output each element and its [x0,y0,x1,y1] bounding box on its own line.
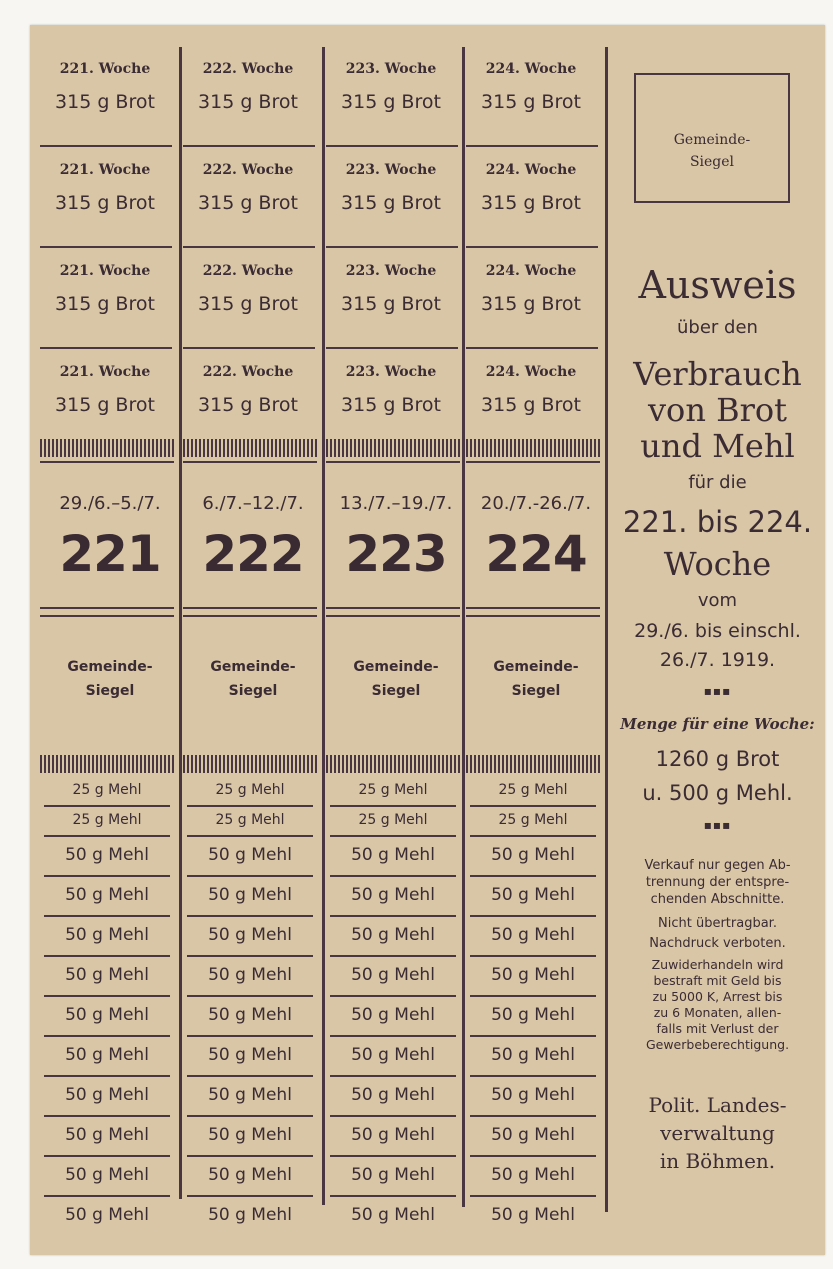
quantity-bread: 1260 g Brot [655,747,780,771]
flour-coupon-50g[interactable]: 50 g Mehl [470,917,596,957]
coupon-bread-amount: 315 g Brot [198,394,298,416]
coupon-week-label: 222. Woche [202,263,294,279]
flour-coupon-50g[interactable]: 50 g Mehl [330,1037,456,1077]
flour-coupon-25g[interactable]: 25 g Mehl [330,777,456,807]
bread-coupon[interactable] [183,350,313,450]
seal-line: Gemeinde- [353,659,439,675]
seal-line: Siegel [511,683,561,699]
coupon-bread-amount: 315 g Brot [341,192,441,214]
flour-coupon-50g[interactable]: 50 g Mehl [491,1205,575,1225]
flour-coupon-50g[interactable]: 50 g Mehl [470,1117,596,1157]
coupon-week-label: 223. Woche [345,263,437,279]
hatch-band [183,755,317,773]
issuing-authority: Polit. Landes- verwaltung in Böhmen. [648,1093,787,1173]
bread-coupon[interactable] [466,350,596,450]
bread-coupon[interactable] [183,249,313,349]
ornament: ▪▪▪ [703,684,732,698]
flour-coupon-50g[interactable]: 50 g Mehl [470,837,596,877]
coupon-divider [183,347,315,349]
flour-coupon-50g[interactable]: 50 g Mehl [330,877,456,917]
coupon-bread-amount: 315 g Brot [198,91,298,113]
text-line: 26./7. 1919. [659,649,776,671]
flour-coupon-50g[interactable]: 50 g Mehl [208,1205,292,1225]
coupon-bread-amount: 315 g Brot [481,192,581,214]
rule [40,461,174,463]
week-dates: 29./6.–5./7. [59,493,161,514]
card-title: Ausweis [638,263,797,307]
notice-sale: Verkauf nur gegen Ab- trennung der entspre- chenden Abschnitte. [644,858,791,907]
rule [326,615,460,617]
bread-coupon[interactable] [183,47,313,147]
flour-coupon-50g[interactable]: 50 g Mehl [65,1205,149,1225]
coupon-bread-amount: 315 g Brot [341,394,441,416]
coupon-week-label: 221. Woche [59,364,151,380]
coupon-divider [40,145,172,147]
week-dates: 6./7.–12./7. [202,493,304,514]
flour-coupon-25g[interactable]: 25 g Mehl [44,807,170,837]
rule [183,615,317,617]
coupon-bread-amount: 315 g Brot [55,192,155,214]
coupon-divider [183,246,315,248]
rule [40,615,174,617]
flour-coupon-50g[interactable]: 50 g Mehl [330,957,456,997]
coupon-week-label: 223. Woche [345,61,437,77]
flour-coupon-50g[interactable]: 50 g Mehl [187,877,313,917]
coupon-week-label: 224. Woche [485,364,577,380]
coupon-week-label: 221. Woche [59,162,151,178]
bread-coupon[interactable] [326,249,456,349]
coupon-week-label: 221. Woche [59,263,151,279]
coupon-divider [326,145,458,147]
coupon-week-label: 224. Woche [485,263,577,279]
coupon-week-label: 223. Woche [345,364,437,380]
flour-coupon-50g[interactable]: 50 g Mehl [187,1037,313,1077]
flour-coupon-50g[interactable]: 50 g Mehl [44,997,170,1037]
coupon-bread-amount: 315 g Brot [55,91,155,113]
coupon-bread-amount: 315 g Brot [55,293,155,315]
flour-coupon-50g[interactable]: 50 g Mehl [330,917,456,957]
flour-coupon-50g[interactable]: 50 g Mehl [330,1157,456,1197]
flour-coupon-50g[interactable]: 50 g Mehl [330,997,456,1037]
flour-coupon-50g[interactable]: 50 g Mehl [44,1077,170,1117]
week-number: 223 [345,525,447,583]
coupon-divider [466,145,598,147]
quantity-flour: u. 500 g Mehl. [642,781,793,805]
bread-coupon[interactable] [40,47,170,147]
seal-field [326,655,466,703]
flour-coupon-50g[interactable]: 50 g Mehl [470,997,596,1037]
rule [466,461,600,463]
flour-coupon-50g[interactable]: 50 g Mehl [470,957,596,997]
week-number: 221 [59,525,161,583]
coupon-bread-amount: 315 g Brot [481,293,581,315]
coupon-divider [40,347,172,349]
rule [466,615,600,617]
bread-coupon[interactable] [466,249,596,349]
rule [326,607,460,609]
coupon-divider [40,246,172,248]
seal-line: Siegel [85,683,135,699]
flour-coupon-50g[interactable]: 50 g Mehl [187,997,313,1037]
info-panel [610,25,825,1255]
hatch-band [466,755,600,773]
coupon-bread-amount: 315 g Brot [341,91,441,113]
flour-coupon-50g[interactable]: 50 g Mehl [44,1117,170,1157]
flour-coupon-50g[interactable]: 50 g Mehl [187,957,313,997]
hatch-band [40,755,174,773]
text-line: 221. bis 224. [622,505,813,539]
seal-line: Gemeinde- [493,659,579,675]
seal-line: Siegel [228,683,278,699]
coupon-week-label: 223. Woche [345,162,437,178]
coupon-bread-amount: 315 g Brot [55,394,155,416]
week-dates: 20./7.-26./7. [480,493,592,514]
text-line: über den [677,317,758,338]
flour-coupon-50g[interactable]: 50 g Mehl [44,837,170,877]
coupon-week-label: 224. Woche [485,162,577,178]
rule [183,607,317,609]
hatch-band [326,755,460,773]
bread-coupon[interactable] [40,350,170,450]
week-column-221 [40,25,180,1255]
week-number: 224 [485,525,587,583]
week-number: 222 [202,525,304,583]
coupon-week-label: 224. Woche [485,61,577,77]
coupon-bread-amount: 315 g Brot [198,192,298,214]
flour-coupon-25g[interactable]: 25 g Mehl [470,807,596,837]
hatch-band [40,439,174,457]
coupon-bread-amount: 315 g Brot [481,394,581,416]
hatch-band [466,439,600,457]
bread-coupon[interactable] [183,148,313,248]
text-line: von Brot [647,391,788,429]
flour-coupon-50g[interactable]: 50 g Mehl [44,1157,170,1197]
seal-line: Siegel [371,683,421,699]
flour-coupon-50g[interactable]: 50 g Mehl [470,1157,596,1197]
text-line: Verbrauch [633,355,802,393]
flour-coupon-25g[interactable]: 25 g Mehl [187,777,313,807]
notice-transfer: Nicht übertragbar. [658,916,777,931]
seal-line: Gemeinde- [210,659,296,675]
week-column-222 [183,25,323,1255]
flour-coupon-50g[interactable]: 50 g Mehl [330,837,456,877]
hatch-band [326,439,460,457]
flour-coupon-25g[interactable]: 25 g Mehl [187,807,313,837]
hatch-band [183,439,317,457]
bread-coupon[interactable] [326,148,456,248]
flour-coupon-50g[interactable]: 50 g Mehl [187,1077,313,1117]
flour-coupon-25g[interactable]: 25 g Mehl [44,777,170,807]
text-line: 29./6. bis einschl. [634,620,801,642]
ration-card [30,25,825,1255]
flour-coupon-50g[interactable]: 50 g Mehl [330,1117,456,1157]
notice-penalty: Zuwiderhandeln wird bestraft mit Geld bis zu 5000 K, Arrest bis zu 6 Monaten, allen- falls mit Verlust der Gewerbeberechtigung. [645,957,790,1052]
flour-coupon-50g[interactable]: 50 g Mehl [187,1117,313,1157]
coupon-bread-amount: 315 g Brot [198,293,298,315]
coupon-week-label: 221. Woche [59,61,151,77]
flour-coupon-50g[interactable]: 50 g Mehl [44,877,170,917]
coupon-divider [466,246,598,248]
seal-line: Siegel [689,154,735,170]
coupon-week-label: 222. Woche [202,61,294,77]
bread-coupon[interactable] [40,148,170,248]
coupon-week-label: 222. Woche [202,364,294,380]
text-line: vom [697,590,738,611]
rule [183,461,317,463]
week-dates: 13./7.–19./7. [339,493,453,514]
coupon-week-label: 222. Woche [202,162,294,178]
coupon-bread-amount: 315 g Brot [481,91,581,113]
bread-coupon[interactable] [466,148,596,248]
ornament: ▪▪▪ [703,818,732,832]
seal-field [466,655,606,703]
coupon-divider [326,347,458,349]
notice-reprint: Nachdruck verboten. [649,936,786,951]
bread-coupon[interactable] [326,350,456,450]
bread-coupon[interactable] [326,47,456,147]
flour-coupon-50g[interactable]: 50 g Mehl [187,917,313,957]
seal-field [183,655,323,703]
coupon-divider [183,145,315,147]
coupon-divider [326,246,458,248]
rule [326,461,460,463]
rule [466,607,600,609]
week-column-224 [466,25,606,1255]
seal-line: Gemeinde- [673,132,751,148]
flour-coupon-50g[interactable]: 50 g Mehl [44,1037,170,1077]
flour-coupon-50g[interactable]: 50 g Mehl [470,877,596,917]
flour-coupon-25g[interactable]: 25 g Mehl [330,807,456,837]
week-column-223 [326,25,466,1255]
flour-coupon-25g[interactable]: 25 g Mehl [470,777,596,807]
coupon-bread-amount: 315 g Brot [341,293,441,315]
bread-coupon[interactable] [466,47,596,147]
text-line: für die [688,472,747,493]
bread-coupon[interactable] [40,249,170,349]
text-line: Woche [663,545,772,583]
coupon-divider [466,347,598,349]
seal-box [634,73,790,203]
flour-coupon-50g[interactable]: 50 g Mehl [470,1077,596,1117]
flour-coupon-50g[interactable]: 50 g Mehl [44,957,170,997]
flour-coupon-50g[interactable]: 50 g Mehl [330,1077,456,1117]
flour-coupon-50g[interactable]: 50 g Mehl [187,1157,313,1197]
text-line: und Mehl [640,427,795,465]
flour-coupon-50g[interactable]: 50 g Mehl [351,1205,435,1225]
flour-coupon-50g[interactable]: 50 g Mehl [470,1037,596,1077]
seal-field [40,655,180,703]
flour-coupon-50g[interactable]: 50 g Mehl [187,837,313,877]
rule [40,607,174,609]
quantity-heading: Menge für eine Woche: [620,715,815,733]
flour-coupon-50g[interactable]: 50 g Mehl [44,917,170,957]
seal-line: Gemeinde- [67,659,153,675]
